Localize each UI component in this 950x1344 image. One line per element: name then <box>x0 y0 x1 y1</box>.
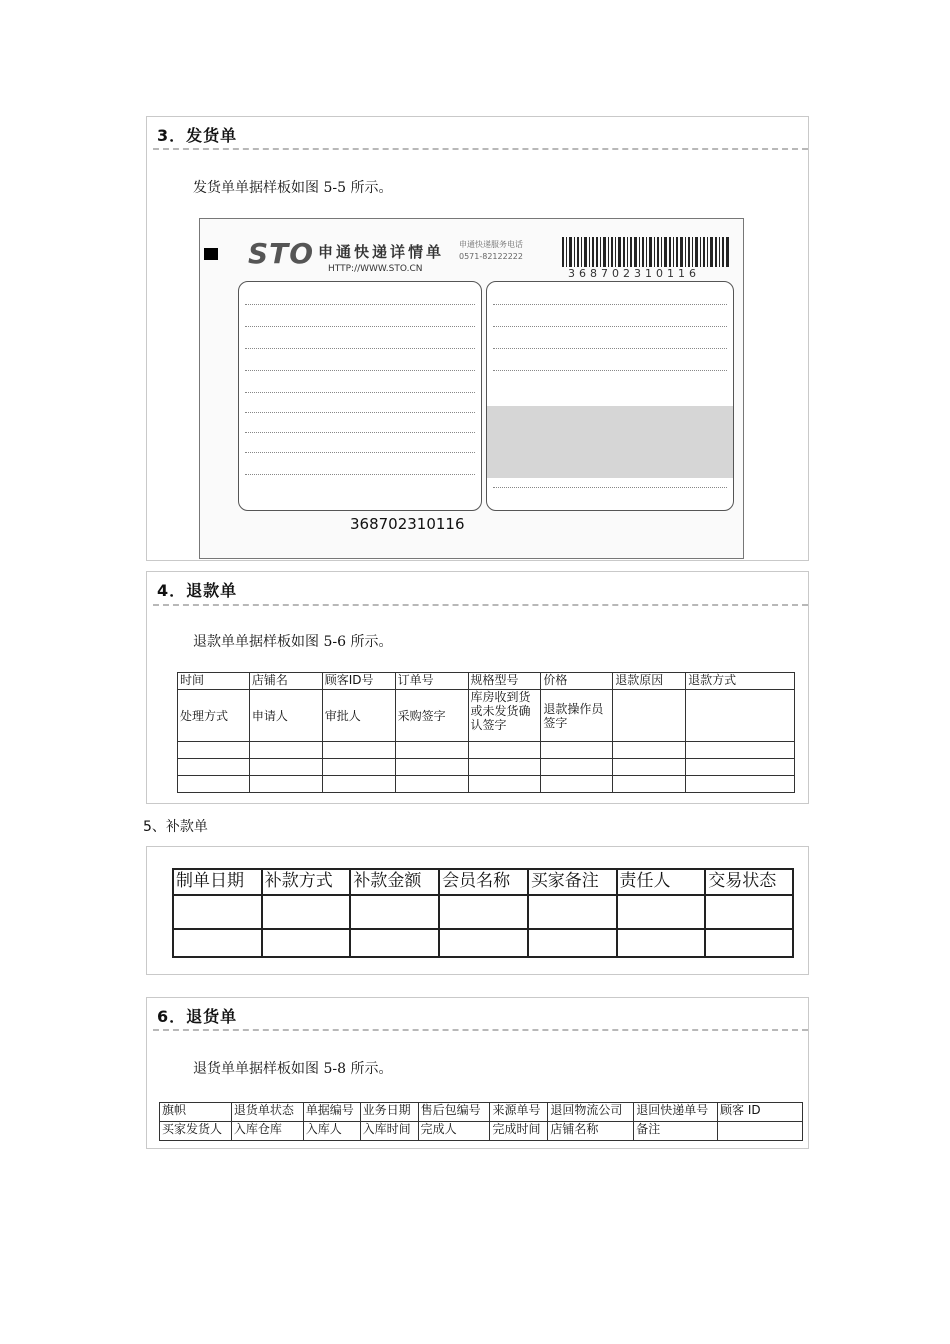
table-cell: 处理方式 <box>178 690 250 742</box>
table-cell: 备注 <box>634 1122 718 1141</box>
table-cell: 旗帜 <box>160 1103 232 1122</box>
section-heading: 6．退货单 <box>157 1007 238 1026</box>
section-refund-form <box>146 571 809 804</box>
table-cell: 退回物流公司 <box>548 1103 634 1122</box>
table-cell: 顾客ID号 <box>322 673 395 690</box>
barcode-number: 368702310116 <box>568 267 700 280</box>
table-cell: 库房收到货或未发货确认签字 <box>468 690 541 742</box>
table-cell: 来源单号 <box>490 1103 548 1122</box>
table-cell: 交易状态 <box>705 869 793 895</box>
table-cell: 退货单状态 <box>231 1103 303 1122</box>
table-cell: 订单号 <box>395 673 468 690</box>
table-cell: 会员名称 <box>439 869 528 895</box>
sto-logo: STO <box>248 237 315 270</box>
table-cell: 审批人 <box>322 690 395 742</box>
registration-mark <box>204 248 218 260</box>
section-return-form <box>146 997 809 1149</box>
refund-table <box>177 672 795 793</box>
supplement-table <box>172 868 794 958</box>
table-cell: 业务日期 <box>360 1103 418 1122</box>
barcode <box>562 237 730 267</box>
slip-url: HTTP://WWW.STO.CN <box>328 264 423 274</box>
section-heading: 5、补款单 <box>143 819 208 835</box>
section-supplement-form <box>146 846 809 975</box>
slip-title: 申通快递详情单 <box>318 243 445 261</box>
return-table <box>159 1102 803 1141</box>
divider <box>153 1029 808 1031</box>
table-cell <box>613 690 686 742</box>
table-cell <box>718 1122 803 1141</box>
intro-text: 发货单单据样板如图 5-5 所示。 <box>193 180 393 196</box>
section-heading: 4．退款单 <box>157 581 238 600</box>
table-cell: 退款操作员签字 <box>541 690 613 742</box>
hotline-label: 申通快递服务电话 <box>459 240 523 249</box>
intro-text: 退款单单据样板如图 5-6 所示。 <box>193 634 393 650</box>
table-cell: 单据编号 <box>303 1103 360 1122</box>
section-shipping-slip <box>146 116 809 561</box>
intro-text: 退货单单据样板如图 5-8 所示。 <box>193 1061 393 1077</box>
table-cell: 责任人 <box>617 869 706 895</box>
recipient-box <box>486 281 734 511</box>
table-cell: 申请人 <box>249 690 322 742</box>
table-cell: 补款方式 <box>262 869 351 895</box>
tracking-number: 368702310116 <box>350 515 465 533</box>
divider <box>153 604 808 606</box>
sender-box <box>238 281 482 511</box>
table-cell: 价格 <box>541 673 613 690</box>
divider <box>153 148 808 150</box>
shipping-slip-image <box>199 218 744 559</box>
table-cell: 入库仓库 <box>231 1122 303 1141</box>
table-cell: 买家发货人 <box>160 1122 232 1141</box>
table-cell: 买家备注 <box>528 869 617 895</box>
table-cell: 完成时间 <box>490 1122 548 1141</box>
table-cell: 完成人 <box>418 1122 490 1141</box>
table-cell: 店铺名 <box>249 673 322 690</box>
table-cell: 店铺名称 <box>548 1122 634 1141</box>
table-cell: 时间 <box>178 673 250 690</box>
section-heading: 3．发货单 <box>157 126 238 145</box>
table-cell: 采购签字 <box>395 690 468 742</box>
table-cell: 规格型号 <box>468 673 541 690</box>
table-cell: 退回快递单号 <box>634 1103 718 1122</box>
table-cell: 退款原因 <box>613 673 686 690</box>
table-cell: 补款金额 <box>350 869 439 895</box>
table-cell: 入库人 <box>303 1122 360 1141</box>
table-cell: 入库时间 <box>360 1122 418 1141</box>
table-cell: 退款方式 <box>686 673 795 690</box>
table-cell: 顾客 ID <box>718 1103 803 1122</box>
table-cell: 售后包编号 <box>418 1103 490 1122</box>
hotline-number: 0571-82122222 <box>459 252 523 261</box>
slip-hotline <box>459 239 559 263</box>
table-cell: 制单日期 <box>173 869 262 895</box>
table-cell <box>686 690 795 742</box>
